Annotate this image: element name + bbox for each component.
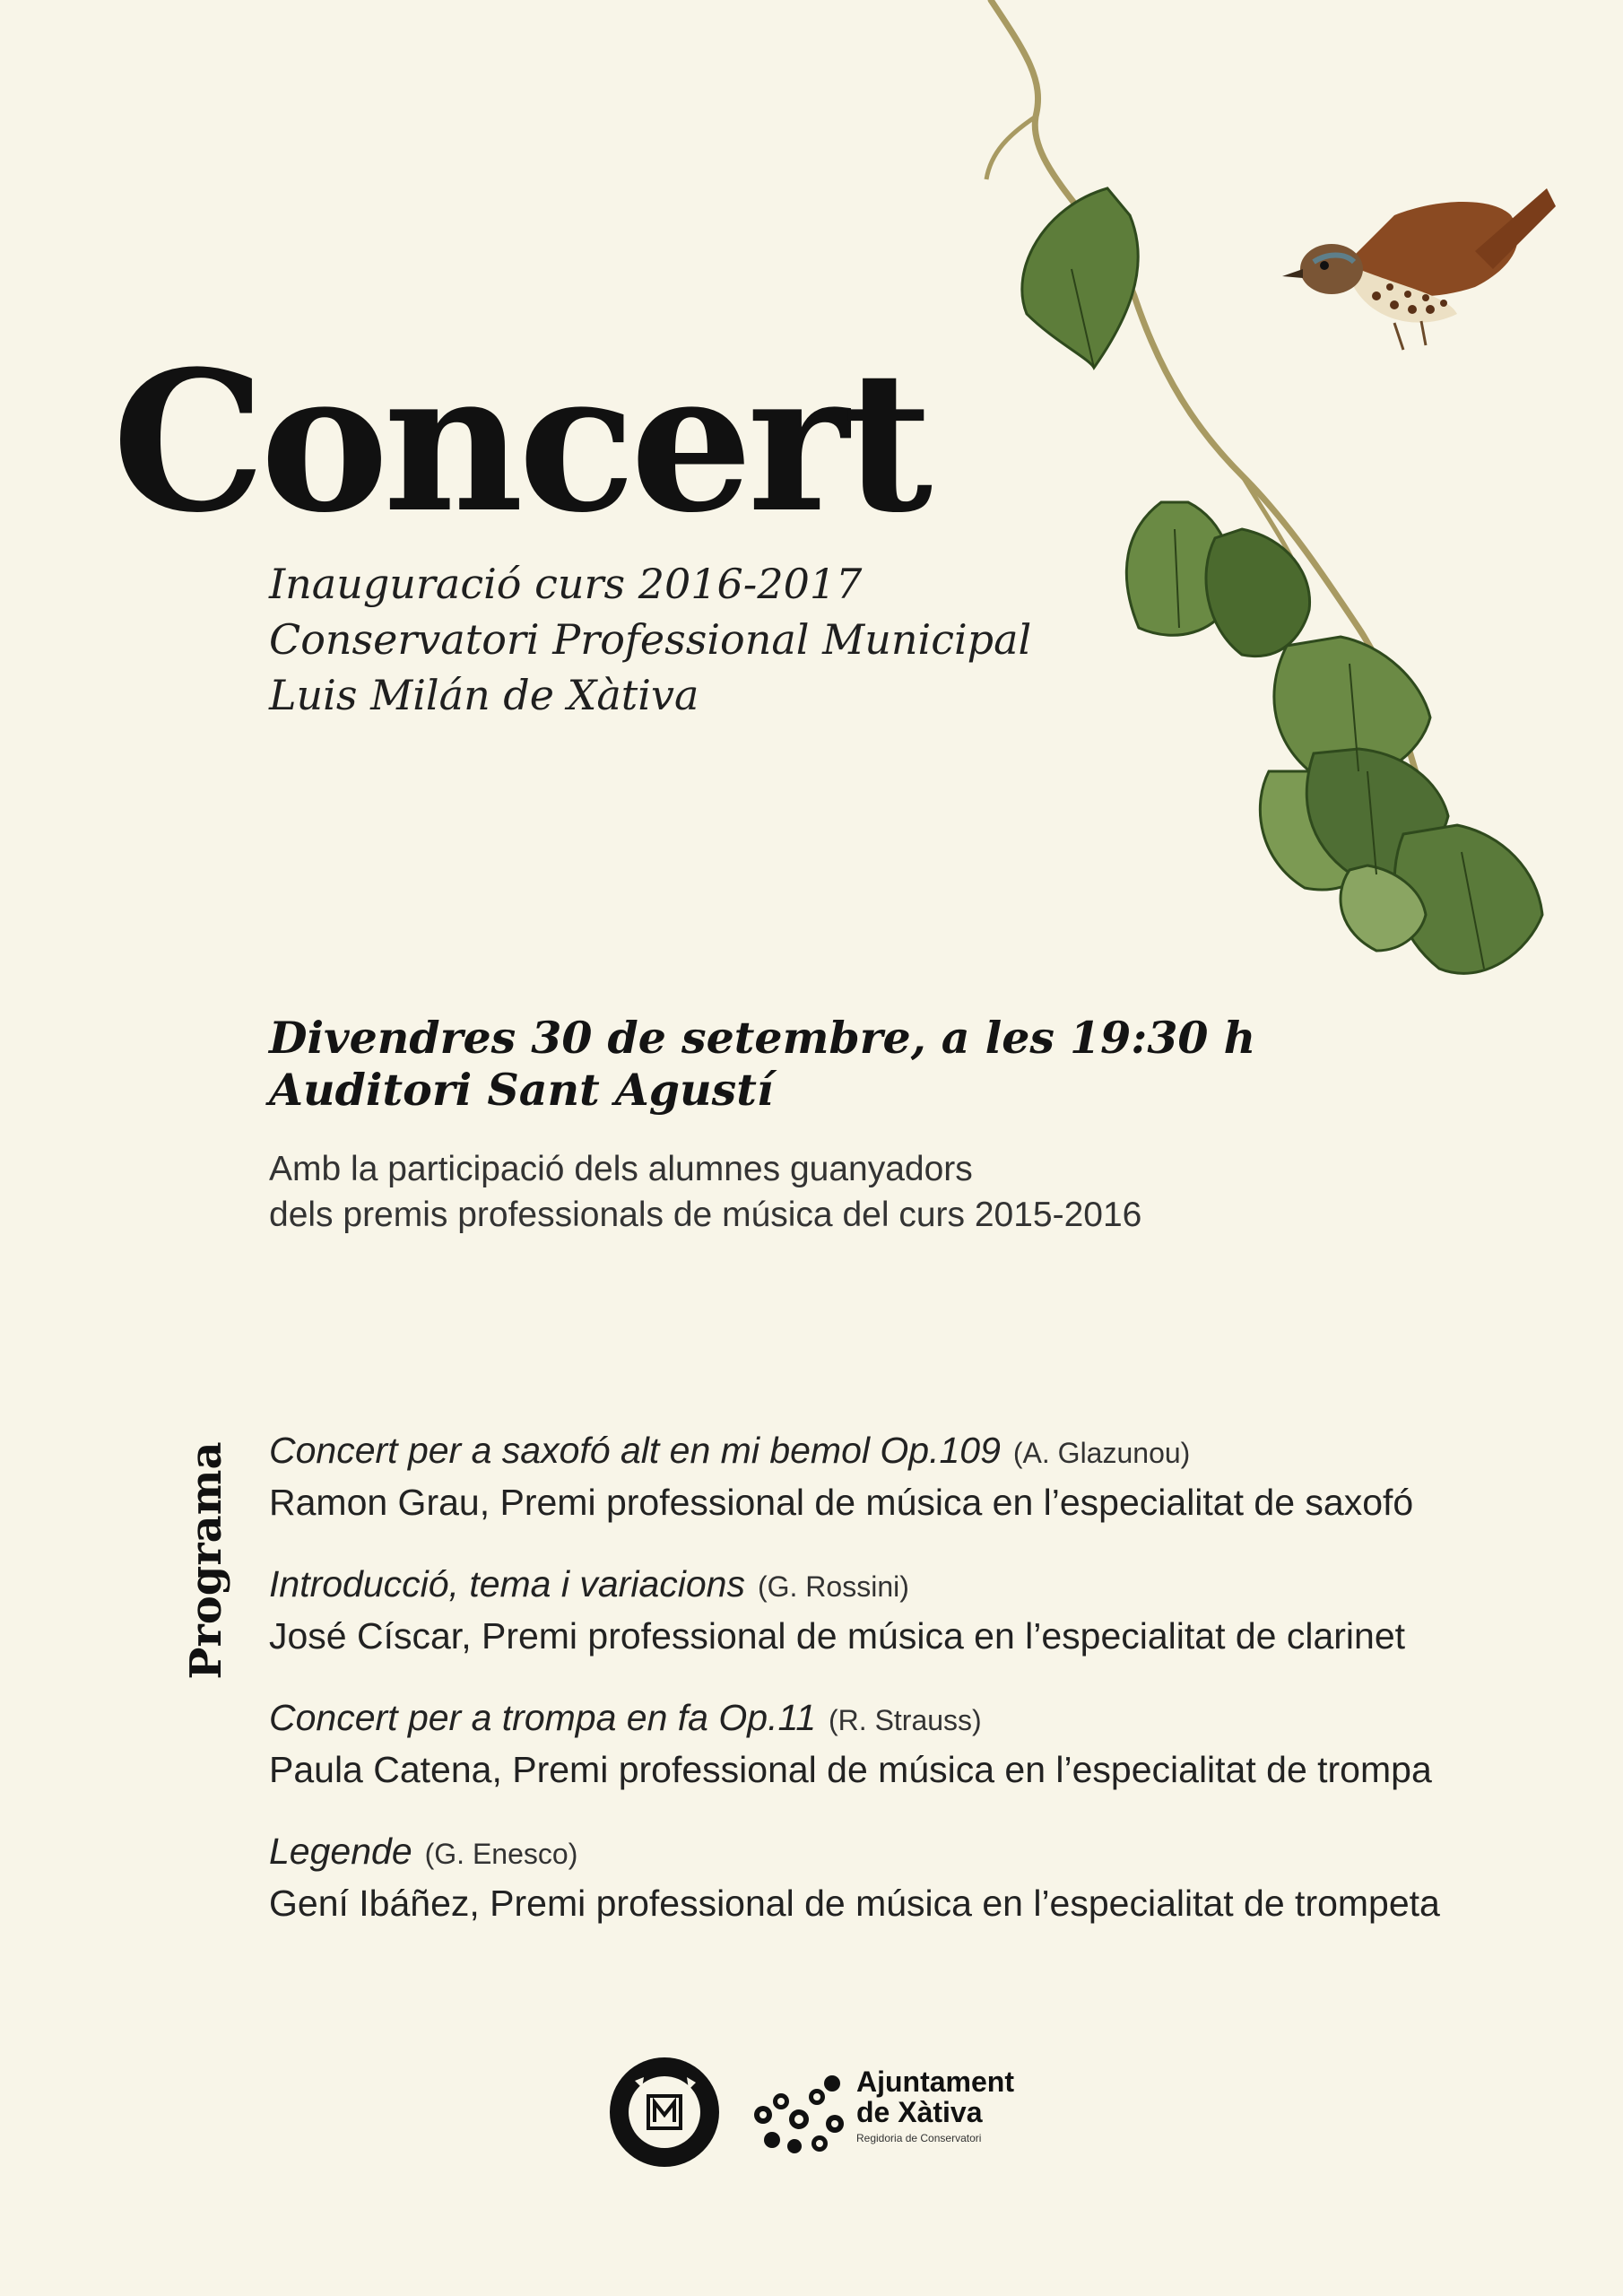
subtitle	[269, 556, 1166, 723]
event-datetime: Divendres 30 de setembre, a les 19:30 h	[269, 1012, 1256, 1064]
work-title: Concert per a saxofó alt en mi bemol Op.109	[269, 1430, 1001, 1471]
participation-note	[269, 1146, 1435, 1238]
composer: (G. Enesco)	[424, 1838, 578, 1870]
ajuntament-emblem-icon	[750, 2070, 850, 2160]
work-title: Introducció, tema i variacions	[269, 1563, 745, 1605]
program-item-header	[269, 1693, 1569, 1744]
program-item	[269, 1426, 1569, 1527]
program-list	[269, 1426, 1569, 1961]
participation-line: Amb la participació dels alumnes guanyadors	[269, 1150, 973, 1188]
performer: Paula Catena, Premi professional de música en l’especialitat de trompa	[269, 1749, 1432, 1790]
participation-line: dels premis professionals de música del curs 2015-2016	[269, 1196, 1142, 1234]
page-title: Concert	[112, 328, 928, 555]
composer: (A. Glazunou)	[1012, 1437, 1191, 1469]
program-item	[269, 1827, 1569, 1928]
program-item	[269, 1560, 1569, 1661]
performer: José Císcar, Premi professional de música en l’especialitat de clarinet	[269, 1615, 1406, 1657]
performer: Ramon Grau, Premi professional de música en l’especialitat de saxofó	[269, 1482, 1414, 1523]
event-info	[269, 1012, 1435, 1116]
composer: (R. Strauss)	[829, 1704, 982, 1736]
program-item-header	[269, 1827, 1569, 1878]
program-label: Programa	[181, 1441, 231, 1680]
subtitle-line: Inauguració curs 2016-2017	[269, 560, 863, 608]
ajuntament-logo-text	[856, 2067, 1014, 2144]
program-item-header	[269, 1426, 1569, 1477]
subtitle-line: Luis Milán de Xàtiva	[269, 671, 699, 719]
program-item	[269, 1693, 1569, 1795]
performer: Gení Ibáñez, Premi professional de música en l’especialitat de trompeta	[269, 1883, 1440, 1924]
ajuntament-name: de Xàtiva	[856, 2095, 983, 2128]
program-item-header	[269, 1560, 1569, 1611]
conservatori-seal-icon	[608, 2056, 721, 2169]
work-title: Legende	[269, 1831, 412, 1872]
composer: (G. Rossini)	[757, 1570, 909, 1603]
ajuntament-department: Regidoria de Conservatori	[856, 2132, 982, 2145]
subtitle-line: Conservatori Professional Municipal	[269, 615, 1032, 664]
event-venue: Auditori Sant Agustí	[269, 1064, 774, 1116]
bird-illustration	[973, 0, 1556, 1013]
work-title: Concert per a trompa en fa Op.11	[269, 1697, 817, 1738]
ajuntament-name: Ajuntament	[856, 2066, 1014, 2098]
